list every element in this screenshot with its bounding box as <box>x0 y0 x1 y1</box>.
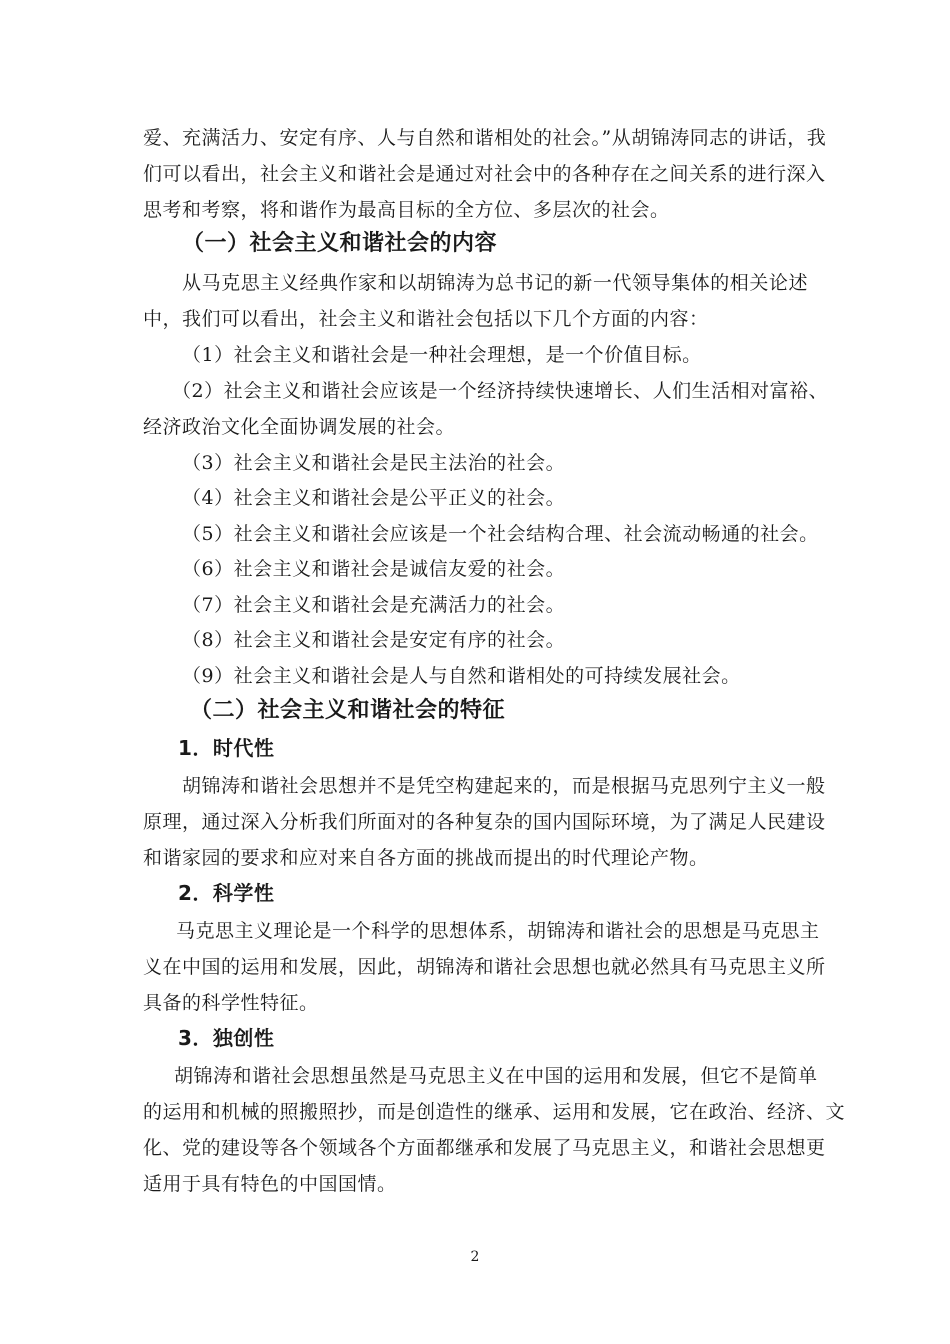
page-number: 2 <box>470 1249 480 1265</box>
sub1-para-line-2: 原理，通过深入分析我们所面对的各种复杂的国内国际环境，为了满足人民建设 <box>143 811 826 833</box>
section1-para-line-1: 从马克思主义经典作家和以胡锦涛为总书记的新一代领导集体的相关论述 <box>182 272 808 294</box>
content-item-9: （9）社会主义和谐社会是人与自然和谐相处的可持续发展社会。 <box>182 665 741 687</box>
sub3-para-line-4: 适用于具有特色的中国国情。 <box>143 1173 397 1195</box>
sub1-para-line-1: 胡锦涛和谐社会思想并不是凭空构建起来的，而是根据马克思列宁主义一般 <box>182 775 826 797</box>
subheading-era: 1．时代性 <box>178 736 275 760</box>
content-item-4: （4）社会主义和谐社会是公平正义的社会。 <box>182 487 566 509</box>
sub3-para-line-3: 化、党的建设等各个领域各个方面都继承和发展了马克思主义，和谐社会思想更 <box>143 1137 826 1159</box>
sub2-para-line-2: 义在中国的运用和发展，因此，胡锦涛和谐社会思想也就必然具有马克思主义所 <box>143 956 826 978</box>
content-item-2: （2）社会主义和谐社会应该是一个经济持续快速增长、人们生活相对富裕、 <box>172 380 829 402</box>
content-item-7: （7）社会主义和谐社会是充满活力的社会。 <box>182 594 566 616</box>
content-item-8: （8）社会主义和谐社会是安定有序的社会。 <box>182 629 566 651</box>
content-item-6: （6）社会主义和谐社会是诚信友爱的社会。 <box>182 558 566 580</box>
section-heading-features: （二）社会主义和谐社会的特征 <box>190 698 506 723</box>
content-item-2-cont: 经济政治文化全面协调发展的社会。 <box>143 416 456 438</box>
sub2-para-line-3: 具备的科学性特征。 <box>143 992 319 1014</box>
sub2-para-line-1: 马克思主义理论是一个科学的思想体系，胡锦涛和谐社会的思想是马克思主 <box>176 920 820 942</box>
content-item-1: （1）社会主义和谐社会是一种社会理想，是一个价值目标。 <box>182 344 702 366</box>
section1-para-line-2: 中，我们可以看出，社会主义和谐社会包括以下几个方面的内容： <box>143 308 709 330</box>
subheading-originality: 3．独创性 <box>178 1026 275 1050</box>
sub3-para-line-1: 胡锦涛和谐社会思想虽然是马克思主义在中国的运用和发展，但它不是简单 <box>174 1065 818 1087</box>
content-item-5: （5）社会主义和谐社会应该是一个社会结构合理、社会流动畅通的社会。 <box>182 523 819 545</box>
section-heading-content: （一）社会主义和谐社会的内容 <box>182 231 498 256</box>
intro-line-3: 思考和考察，将和谐作为最高目标的全方位、多层次的社会。 <box>143 199 670 221</box>
intro-line-2: 们可以看出，社会主义和谐社会是通过对社会中的各种存在之间关系的进行深入 <box>143 163 826 185</box>
sub1-para-line-3: 和谐家园的要求和应对来自各方面的挑战而提出的时代理论产物。 <box>143 847 709 869</box>
content-item-3: （3）社会主义和谐社会是民主法治的社会。 <box>182 452 566 474</box>
intro-line-1: 爱、充满活力、安定有序、人与自然和谐相处的社会。”从胡锦涛同志的讲话，我 <box>143 127 827 149</box>
subheading-scientific: 2．科学性 <box>178 881 275 905</box>
sub3-para-line-2: 的运用和机械的照搬照抄，而是创造性的继承、运用和发展，它在政治、经济、文 <box>143 1101 846 1123</box>
